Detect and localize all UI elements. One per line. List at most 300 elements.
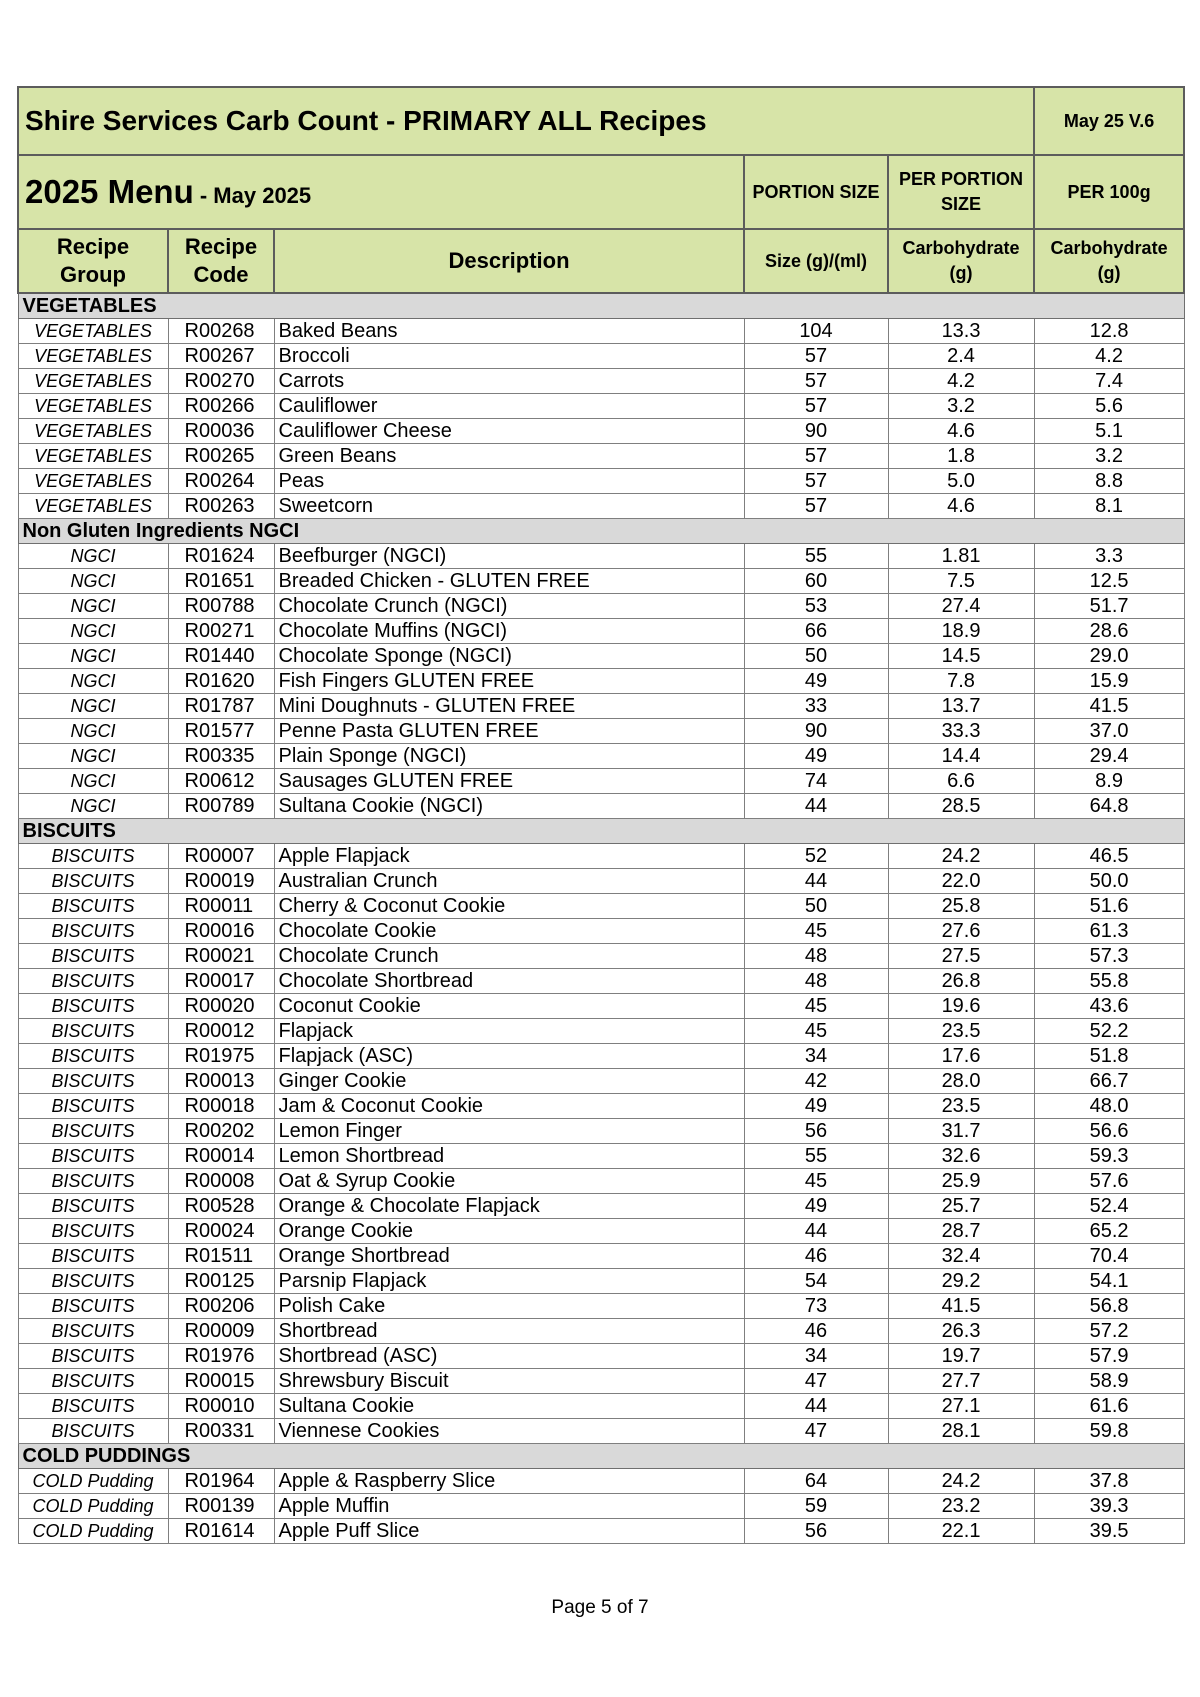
table-row (18, 894, 1184, 919)
size-cell: 45 (744, 1019, 888, 1044)
description-cell: Shortbread (ASC) (274, 1344, 744, 1369)
carb-portion-cell: 26.8 (888, 969, 1034, 994)
description-cell: Sausages GLUTEN FREE (274, 769, 744, 794)
carb-portion-cell: 27.6 (888, 919, 1034, 944)
size-cell: 34 (744, 1344, 888, 1369)
recipe-group-cell: NGCI (18, 644, 168, 669)
table-row (18, 1319, 1184, 1344)
col-size: Size (g)/(ml) (744, 229, 888, 293)
size-cell: 45 (744, 919, 888, 944)
size-cell: 59 (744, 1494, 888, 1519)
carb-100g-cell: 43.6 (1034, 994, 1184, 1019)
carb-100g-cell: 50.0 (1034, 869, 1184, 894)
recipe-group-cell: BISCUITS (18, 994, 168, 1019)
recipe-group-cell: VEGETABLES (18, 469, 168, 494)
recipe-group-cell: BISCUITS (18, 1144, 168, 1169)
recipe-group-cell: VEGETABLES (18, 344, 168, 369)
recipe-code-cell: R00021 (168, 944, 274, 969)
recipe-group-cell: BISCUITS (18, 1294, 168, 1319)
carb-100g-cell: 51.7 (1034, 594, 1184, 619)
col-description: Description (274, 229, 744, 293)
description-cell: Plain Sponge (NGCI) (274, 744, 744, 769)
description-cell: Sultana Cookie (274, 1394, 744, 1419)
carb-portion-cell: 4.2 (888, 369, 1034, 394)
table-row (18, 1169, 1184, 1194)
carb-portion-cell: 3.2 (888, 394, 1034, 419)
size-cell: 49 (744, 1094, 888, 1119)
table-row (18, 1469, 1184, 1494)
table-row (18, 1194, 1184, 1219)
recipe-code-cell: R00202 (168, 1119, 274, 1144)
table-row (18, 869, 1184, 894)
table-row (18, 544, 1184, 569)
col-recipe-group (18, 229, 168, 293)
table-row (18, 744, 1184, 769)
recipe-group-cell: NGCI (18, 719, 168, 744)
description-cell: Mini Doughnuts - GLUTEN FREE (274, 694, 744, 719)
col-carb-100g (1034, 229, 1184, 293)
description-cell: Chocolate Shortbread (274, 969, 744, 994)
carb-100g-cell: 12.8 (1034, 319, 1184, 344)
recipe-group-cell: NGCI (18, 744, 168, 769)
recipe-group-cell: BISCUITS (18, 1344, 168, 1369)
table-row (18, 319, 1184, 344)
recipe-code-cell: R00020 (168, 994, 274, 1019)
carb-100g-cell: 51.6 (1034, 894, 1184, 919)
carb-100g-cell: 64.8 (1034, 794, 1184, 819)
carb-portion-cell: 24.2 (888, 844, 1034, 869)
recipe-group-cell: BISCUITS (18, 1244, 168, 1269)
per-portion-line1: PER PORTION (899, 169, 1024, 189)
description-cell: Chocolate Crunch (NGCI) (274, 594, 744, 619)
size-cell: 56 (744, 1119, 888, 1144)
description-cell: Orange & Chocolate Flapjack (274, 1194, 744, 1219)
col-code-line1: Recipe (184, 234, 258, 259)
table-row (18, 1344, 1184, 1369)
description-cell: Beefburger (NGCI) (274, 544, 744, 569)
carb-portion-cell: 25.7 (888, 1194, 1034, 1219)
size-cell: 66 (744, 619, 888, 644)
recipe-code-cell: R00139 (168, 1494, 274, 1519)
description-cell: Australian Crunch (274, 869, 744, 894)
carb-portion-cell: 33.3 (888, 719, 1034, 744)
recipe-group-cell: BISCUITS (18, 1119, 168, 1144)
recipe-group-cell: BISCUITS (18, 1194, 168, 1219)
menu-year: 2025 Menu (25, 173, 194, 210)
size-cell: 50 (744, 644, 888, 669)
carb-portion-cell: 4.6 (888, 494, 1034, 519)
size-cell: 45 (744, 1169, 888, 1194)
carb-portion-cell: 24.2 (888, 1469, 1034, 1494)
recipe-group-cell: BISCUITS (18, 1094, 168, 1119)
description-cell: Shortbread (274, 1319, 744, 1344)
recipe-group-cell: BISCUITS (18, 1369, 168, 1394)
recipe-group-cell: VEGETABLES (18, 494, 168, 519)
per-portion-header (888, 155, 1034, 229)
table-row (18, 694, 1184, 719)
recipe-group-cell: NGCI (18, 619, 168, 644)
section-header (18, 1444, 1184, 1469)
recipe-group-cell: BISCUITS (18, 1269, 168, 1294)
col-recipe-code (168, 229, 274, 293)
carb-100g-cell: 46.5 (1034, 844, 1184, 869)
description-cell: Apple & Raspberry Slice (274, 1469, 744, 1494)
carb-100g-cell: 37.8 (1034, 1469, 1184, 1494)
size-cell: 73 (744, 1294, 888, 1319)
table-row (18, 569, 1184, 594)
carb-100g-cell: 52.2 (1034, 1019, 1184, 1044)
description-cell: Coconut Cookie (274, 994, 744, 1019)
section-title: VEGETABLES (18, 293, 1184, 319)
carb-100g-cell: 59.8 (1034, 1419, 1184, 1444)
recipe-code-cell: R00012 (168, 1019, 274, 1044)
per-portion-line2: SIZE (941, 194, 982, 214)
recipe-code-cell: R00008 (168, 1169, 274, 1194)
size-cell: 44 (744, 1394, 888, 1419)
per-100g-header: PER 100g (1034, 155, 1184, 229)
table-row (18, 719, 1184, 744)
carb-100g-cell: 56.8 (1034, 1294, 1184, 1319)
description-cell: Broccoli (274, 344, 744, 369)
size-cell: 47 (744, 1419, 888, 1444)
description-cell: Chocolate Muffins (NGCI) (274, 619, 744, 644)
carb-portion-cell: 2.4 (888, 344, 1034, 369)
size-cell: 55 (744, 544, 888, 569)
table-row (18, 1294, 1184, 1319)
description-cell: Viennese Cookies (274, 1419, 744, 1444)
recipe-code-cell: R01577 (168, 719, 274, 744)
recipe-group-cell: BISCUITS (18, 1394, 168, 1419)
recipe-code-cell: R00268 (168, 319, 274, 344)
table-row (18, 1094, 1184, 1119)
table-row (18, 944, 1184, 969)
description-cell: Orange Cookie (274, 1219, 744, 1244)
recipe-group-cell: NGCI (18, 569, 168, 594)
recipe-group-cell: BISCUITS (18, 844, 168, 869)
recipe-code-cell: R00267 (168, 344, 274, 369)
carb-100g-cell: 51.8 (1034, 1044, 1184, 1069)
carb-100g-cell: 70.4 (1034, 1244, 1184, 1269)
carb-100g-cell: 59.3 (1034, 1144, 1184, 1169)
table-row (18, 644, 1184, 669)
size-cell: 44 (744, 869, 888, 894)
description-cell: Carrots (274, 369, 744, 394)
size-cell: 48 (744, 969, 888, 994)
size-cell: 90 (744, 419, 888, 444)
carb-portion-cell: 22.1 (888, 1519, 1034, 1544)
carb-portion-cell: 17.6 (888, 1044, 1034, 1069)
carb-portion-cell: 25.9 (888, 1169, 1034, 1194)
size-cell: 55 (744, 1144, 888, 1169)
description-cell: Cauliflower (274, 394, 744, 419)
carb-portion-cell: 1.81 (888, 544, 1034, 569)
size-cell: 45 (744, 994, 888, 1019)
table-row (18, 494, 1184, 519)
table-row (18, 1419, 1184, 1444)
description-cell: Parsnip Flapjack (274, 1269, 744, 1294)
description-cell: Baked Beans (274, 319, 744, 344)
carb-100g-cell: 8.8 (1034, 469, 1184, 494)
table-row (18, 1144, 1184, 1169)
recipe-code-cell: R01440 (168, 644, 274, 669)
size-cell: 53 (744, 594, 888, 619)
section-title: Non Gluten Ingredients NGCI (18, 519, 1184, 544)
recipe-code-cell: R00015 (168, 1369, 274, 1394)
carb-portion-cell: 41.5 (888, 1294, 1034, 1319)
recipe-code-cell: R00270 (168, 369, 274, 394)
carb-portion-cell: 27.4 (888, 594, 1034, 619)
recipe-code-cell: R01624 (168, 544, 274, 569)
carb-100g-cell: 7.4 (1034, 369, 1184, 394)
carb-portion-cell: 13.3 (888, 319, 1034, 344)
section-header (18, 819, 1184, 844)
description-cell: Chocolate Cookie (274, 919, 744, 944)
recipe-code-cell: R01976 (168, 1344, 274, 1369)
recipe-group-cell: VEGETABLES (18, 444, 168, 469)
carb-portion-cell: 18.9 (888, 619, 1034, 644)
description-cell: Chocolate Sponge (NGCI) (274, 644, 744, 669)
recipe-group-cell: BISCUITS (18, 894, 168, 919)
size-cell: 46 (744, 1244, 888, 1269)
table-row (18, 1219, 1184, 1244)
recipe-group-cell: VEGETABLES (18, 394, 168, 419)
description-cell: Sweetcorn (274, 494, 744, 519)
col-group-line1: Recipe (56, 234, 130, 259)
description-cell: Lemon Shortbread (274, 1144, 744, 1169)
menu-title (18, 155, 744, 229)
recipe-code-cell: R00013 (168, 1069, 274, 1094)
carb-100g-cell: 61.6 (1034, 1394, 1184, 1419)
carb-portion-cell: 23.5 (888, 1019, 1034, 1044)
recipe-code-cell: R01620 (168, 669, 274, 694)
size-cell: 60 (744, 569, 888, 594)
recipe-code-cell: R00016 (168, 919, 274, 944)
carb-portion-cell: 22.0 (888, 869, 1034, 894)
carb-portion-cell: 7.8 (888, 669, 1034, 694)
carb-100g-cell: 5.6 (1034, 394, 1184, 419)
description-cell: Polish Cake (274, 1294, 744, 1319)
table-row (18, 619, 1184, 644)
table-row (18, 794, 1184, 819)
carb-portion-cell: 32.4 (888, 1244, 1034, 1269)
carb-100g-cell: 39.3 (1034, 1494, 1184, 1519)
size-cell: 57 (744, 369, 888, 394)
size-cell: 90 (744, 719, 888, 744)
carb-portion-cell: 14.4 (888, 744, 1034, 769)
table-row (18, 1519, 1184, 1544)
col-code-line2: Code (193, 262, 249, 287)
description-cell: Orange Shortbread (274, 1244, 744, 1269)
recipe-group-cell: VEGETABLES (18, 319, 168, 344)
recipe-group-cell: COLD Pudding (18, 1519, 168, 1544)
recipe-code-cell: R00788 (168, 594, 274, 619)
carb-100g-cell: 65.2 (1034, 1219, 1184, 1244)
table-row (18, 1269, 1184, 1294)
section-header (18, 293, 1184, 319)
table-row (18, 994, 1184, 1019)
recipe-code-cell: R01614 (168, 1519, 274, 1544)
table-row (18, 669, 1184, 694)
carb-100g-cell: 57.9 (1034, 1344, 1184, 1369)
recipe-group-cell: NGCI (18, 544, 168, 569)
recipe-code-cell: R01787 (168, 694, 274, 719)
carb-100g-cell: 56.6 (1034, 1119, 1184, 1144)
carb-100g-cell: 54.1 (1034, 1269, 1184, 1294)
carb-portion-cell: 4.6 (888, 419, 1034, 444)
table-row (18, 369, 1184, 394)
description-cell: Penne Pasta GLUTEN FREE (274, 719, 744, 744)
carb-100g-cell: 5.1 (1034, 419, 1184, 444)
table-row (18, 444, 1184, 469)
recipe-code-cell: R00017 (168, 969, 274, 994)
size-cell: 50 (744, 894, 888, 919)
portion-size-header: PORTION SIZE (744, 155, 888, 229)
description-cell: Flapjack (274, 1019, 744, 1044)
table-row (18, 1019, 1184, 1044)
recipe-group-cell: BISCUITS (18, 1169, 168, 1194)
description-cell: Chocolate Crunch (274, 944, 744, 969)
carb-100g-cell: 55.8 (1034, 969, 1184, 994)
col-carb-portion (888, 229, 1034, 293)
table-row (18, 919, 1184, 944)
recipe-group-cell: BISCUITS (18, 1219, 168, 1244)
size-cell: 42 (744, 1069, 888, 1094)
table-row (18, 769, 1184, 794)
description-cell: Apple Puff Slice (274, 1519, 744, 1544)
description-cell: Jam & Coconut Cookie (274, 1094, 744, 1119)
recipe-group-cell: BISCUITS (18, 944, 168, 969)
size-cell: 49 (744, 669, 888, 694)
menu-month: - May 2025 (193, 183, 312, 208)
recipe-code-cell: R00009 (168, 1319, 274, 1344)
recipe-code-cell: R00125 (168, 1269, 274, 1294)
carb-portion-cell: 27.7 (888, 1369, 1034, 1394)
carb-100g-cell: 8.1 (1034, 494, 1184, 519)
recipe-code-cell: R00019 (168, 869, 274, 894)
recipe-group-cell: BISCUITS (18, 1044, 168, 1069)
carb-100g-cell: 3.2 (1034, 444, 1184, 469)
size-cell: 56 (744, 1519, 888, 1544)
recipe-group-cell: BISCUITS (18, 869, 168, 894)
recipe-code-cell: R00265 (168, 444, 274, 469)
recipe-group-cell: BISCUITS (18, 969, 168, 994)
carb-portion-cell: 29.2 (888, 1269, 1034, 1294)
table-row (18, 419, 1184, 444)
carb-portion-cell: 6.6 (888, 769, 1034, 794)
description-cell: Fish Fingers GLUTEN FREE (274, 669, 744, 694)
table-row (18, 594, 1184, 619)
carb-100g-cell: 12.5 (1034, 569, 1184, 594)
section-title: BISCUITS (18, 819, 1184, 844)
table-row (18, 1119, 1184, 1144)
recipe-group-cell: BISCUITS (18, 919, 168, 944)
size-cell: 57 (744, 494, 888, 519)
recipe-code-cell: R00011 (168, 894, 274, 919)
description-cell: Cherry & Coconut Cookie (274, 894, 744, 919)
size-cell: 57 (744, 469, 888, 494)
recipe-code-cell: R00014 (168, 1144, 274, 1169)
recipe-code-cell: R00206 (168, 1294, 274, 1319)
recipe-group-cell: NGCI (18, 794, 168, 819)
recipe-group-cell: BISCUITS (18, 1419, 168, 1444)
size-cell: 33 (744, 694, 888, 719)
carb-portion-cell: 5.0 (888, 469, 1034, 494)
size-cell: 48 (744, 944, 888, 969)
description-cell: Green Beans (274, 444, 744, 469)
recipe-code-cell: R00018 (168, 1094, 274, 1119)
carb-portion-cell: 26.3 (888, 1319, 1034, 1344)
recipe-code-cell: R00036 (168, 419, 274, 444)
description-cell: Flapjack (ASC) (274, 1044, 744, 1069)
size-cell: 57 (744, 394, 888, 419)
carb-portion-cell: 31.7 (888, 1119, 1034, 1144)
recipe-code-cell: R00335 (168, 744, 274, 769)
carb-100g-cell: 8.9 (1034, 769, 1184, 794)
table-row (18, 469, 1184, 494)
col-carb100-line1: Carbohydrate (1050, 238, 1168, 258)
recipe-group-cell: NGCI (18, 669, 168, 694)
recipe-group-cell: VEGETABLES (18, 369, 168, 394)
col-carb-line2: (g) (949, 263, 973, 283)
recipe-code-cell: R01964 (168, 1469, 274, 1494)
size-cell: 57 (744, 344, 888, 369)
carb-portion-cell: 28.7 (888, 1219, 1034, 1244)
carb-100g-cell: 4.2 (1034, 344, 1184, 369)
table-row (18, 1494, 1184, 1519)
carb-portion-cell: 19.6 (888, 994, 1034, 1019)
recipe-code-cell: R01651 (168, 569, 274, 594)
recipe-group-cell: NGCI (18, 769, 168, 794)
recipe-group-cell: NGCI (18, 594, 168, 619)
carb-100g-cell: 3.3 (1034, 544, 1184, 569)
recipe-group-cell: BISCUITS (18, 1319, 168, 1344)
carb-100g-cell: 57.2 (1034, 1319, 1184, 1344)
size-cell: 57 (744, 444, 888, 469)
col-carb100-line2: (g) (1097, 263, 1121, 283)
version-label: May 25 V.6 (1034, 87, 1184, 155)
recipe-group-cell: VEGETABLES (18, 419, 168, 444)
carb-100g-cell: 48.0 (1034, 1094, 1184, 1119)
carb-100g-cell: 58.9 (1034, 1369, 1184, 1394)
page-number: Page 5 of 7 (551, 1597, 649, 1618)
carb-100g-cell: 29.4 (1034, 744, 1184, 769)
recipe-code-cell: R00010 (168, 1394, 274, 1419)
size-cell: 49 (744, 1194, 888, 1219)
carb-portion-cell: 1.8 (888, 444, 1034, 469)
size-cell: 44 (744, 794, 888, 819)
table-row (18, 1369, 1184, 1394)
carb-portion-cell: 23.2 (888, 1494, 1034, 1519)
table-row (18, 1394, 1184, 1419)
recipe-code-cell: R00264 (168, 469, 274, 494)
carb-portion-cell: 19.7 (888, 1344, 1034, 1369)
carb-portion-cell: 32.6 (888, 1144, 1034, 1169)
col-group-line2: Group (60, 262, 126, 287)
recipe-code-cell: R00024 (168, 1219, 274, 1244)
recipe-group-cell: COLD Pudding (18, 1494, 168, 1519)
column-header-row (18, 229, 1184, 293)
description-cell: Oat & Syrup Cookie (274, 1169, 744, 1194)
description-cell: Cauliflower Cheese (274, 419, 744, 444)
carb-100g-cell: 57.6 (1034, 1169, 1184, 1194)
carb-portion-cell: 7.5 (888, 569, 1034, 594)
description-cell: Apple Muffin (274, 1494, 744, 1519)
page-title: Shire Services Carb Count - PRIMARY ALL Recipes (18, 87, 1034, 155)
title-row (18, 87, 1184, 155)
size-cell: 49 (744, 744, 888, 769)
section-header (18, 519, 1184, 544)
carb-portion-cell: 13.7 (888, 694, 1034, 719)
